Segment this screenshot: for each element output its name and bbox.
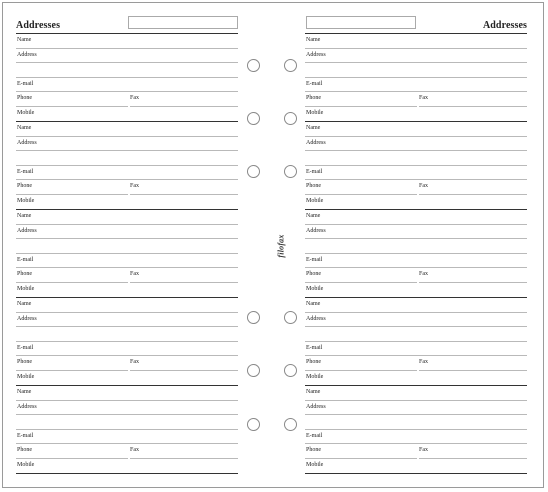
phone-label: Phone — [306, 271, 321, 278]
write-line — [16, 458, 128, 459]
write-line — [305, 136, 527, 137]
page-title: Addresses — [482, 20, 527, 31]
mobile-label: Mobile — [17, 462, 35, 468]
fax-write-line — [419, 370, 527, 371]
ring-hole — [284, 112, 297, 125]
page-title: Addresses — [16, 20, 61, 31]
mobile-label: Mobile — [306, 374, 324, 380]
left-page — [16, 0, 238, 490]
write-line — [305, 312, 527, 313]
write-line — [16, 443, 238, 444]
write-line — [305, 165, 527, 166]
ring-hole — [284, 59, 297, 72]
entry-separator-line — [305, 385, 527, 386]
fax-write-line — [419, 194, 527, 195]
fax-label: Fax — [130, 447, 139, 454]
fax-write-line — [130, 458, 238, 459]
entry-separator-line — [16, 209, 238, 210]
name-label: Name — [17, 389, 32, 395]
mobile-label: Mobile — [17, 198, 35, 204]
fax-write-line — [130, 194, 238, 195]
write-line — [16, 136, 238, 137]
fax-label: Fax — [419, 359, 428, 366]
fax-write-line — [419, 282, 527, 283]
write-line — [305, 370, 417, 371]
fax-label: Fax — [130, 271, 139, 278]
address-label: Address — [306, 315, 326, 322]
write-line — [305, 429, 527, 430]
header-rule — [16, 33, 238, 34]
write-line — [16, 400, 238, 401]
ring-hole — [284, 311, 297, 324]
phone-label: Phone — [17, 95, 32, 102]
name-label: Name — [17, 37, 32, 43]
address-label: Address — [306, 51, 326, 58]
ring-hole — [247, 418, 260, 431]
write-line — [16, 165, 238, 166]
ring-hole — [284, 165, 297, 178]
write-line — [305, 179, 527, 180]
write-line — [16, 48, 238, 49]
email-label: E-mail — [17, 80, 34, 87]
ring-hole — [247, 311, 260, 324]
mobile-label: Mobile — [17, 286, 35, 292]
write-line — [305, 150, 527, 151]
fax-label: Fax — [130, 95, 139, 102]
write-line — [16, 429, 238, 430]
index-tab-box — [128, 16, 238, 29]
email-label: E-mail — [306, 168, 323, 175]
left-page-header — [16, 16, 238, 32]
address-label: Address — [17, 227, 37, 234]
write-line — [16, 106, 128, 107]
address-label: Address — [17, 403, 37, 410]
index-tab-box — [306, 16, 416, 29]
entry-separator-line — [305, 473, 527, 474]
write-line — [305, 267, 527, 268]
write-line — [16, 282, 128, 283]
right-page-header — [305, 16, 527, 32]
email-label: E-mail — [17, 168, 34, 175]
email-label: E-mail — [17, 344, 34, 351]
write-line — [305, 194, 417, 195]
ring-hole — [284, 418, 297, 431]
write-line — [16, 341, 238, 342]
mobile-label: Mobile — [306, 110, 324, 116]
entry-separator-line — [16, 121, 238, 122]
write-line — [16, 179, 238, 180]
brand-logo-text: filofax — [276, 234, 286, 258]
mobile-label: Mobile — [306, 198, 324, 204]
entry-separator-line — [16, 297, 238, 298]
write-line — [305, 414, 527, 415]
mobile-label: Mobile — [17, 110, 35, 116]
ring-hole — [247, 59, 260, 72]
ring-hole — [247, 364, 260, 377]
name-label: Name — [17, 301, 32, 307]
address-label: Address — [17, 51, 37, 58]
entry-separator-line — [16, 385, 238, 386]
fax-write-line — [419, 458, 527, 459]
write-line — [16, 312, 238, 313]
write-line — [305, 238, 527, 239]
address-label: Address — [17, 139, 37, 146]
write-line — [16, 238, 238, 239]
write-line — [16, 62, 238, 63]
name-label: Name — [17, 125, 32, 131]
fax-label: Fax — [130, 183, 139, 190]
write-line — [305, 106, 417, 107]
name-label: Name — [306, 125, 321, 131]
phone-label: Phone — [306, 183, 321, 190]
mobile-label: Mobile — [306, 462, 324, 468]
phone-label: Phone — [17, 447, 32, 454]
phone-label: Phone — [306, 95, 321, 102]
ring-hole — [247, 112, 260, 125]
ring-hole — [247, 165, 260, 178]
fax-label: Fax — [419, 183, 428, 190]
header-rule — [305, 33, 527, 34]
write-line — [305, 62, 527, 63]
name-label: Name — [306, 37, 321, 43]
name-label: Name — [306, 389, 321, 395]
fax-label: Fax — [419, 271, 428, 278]
phone-label: Phone — [17, 359, 32, 366]
write-line — [305, 253, 527, 254]
address-label: Address — [306, 403, 326, 410]
write-line — [16, 267, 238, 268]
entry-separator-line — [305, 209, 527, 210]
name-label: Name — [306, 213, 321, 219]
email-label: E-mail — [306, 432, 323, 439]
phone-label: Phone — [306, 447, 321, 454]
address-label: Address — [306, 227, 326, 234]
write-line — [16, 224, 238, 225]
email-label: E-mail — [17, 256, 34, 263]
name-label: Name — [306, 301, 321, 307]
write-line — [16, 414, 238, 415]
write-line — [305, 355, 527, 356]
fax-label: Fax — [419, 447, 428, 454]
write-line — [16, 150, 238, 151]
write-line — [16, 91, 238, 92]
fax-write-line — [130, 370, 238, 371]
address-label: Address — [17, 315, 37, 322]
fax-write-line — [419, 106, 527, 107]
ring-hole — [284, 364, 297, 377]
write-line — [305, 224, 527, 225]
write-line — [305, 77, 527, 78]
address-label: Address — [306, 139, 326, 146]
write-line — [305, 48, 527, 49]
write-line — [16, 355, 238, 356]
write-line — [16, 77, 238, 78]
email-label: E-mail — [306, 344, 323, 351]
write-line — [305, 400, 527, 401]
mobile-label: Mobile — [17, 374, 35, 380]
fax-label: Fax — [130, 359, 139, 366]
write-line — [16, 194, 128, 195]
phone-label: Phone — [17, 271, 32, 278]
write-line — [16, 326, 238, 327]
phone-label: Phone — [17, 183, 32, 190]
mobile-label: Mobile — [306, 286, 324, 292]
write-line — [16, 370, 128, 371]
email-label: E-mail — [17, 432, 34, 439]
fax-write-line — [130, 106, 238, 107]
entry-separator-line — [305, 297, 527, 298]
fax-write-line — [130, 282, 238, 283]
entry-separator-line — [16, 473, 238, 474]
phone-label: Phone — [306, 359, 321, 366]
email-label: E-mail — [306, 80, 323, 87]
write-line — [305, 282, 417, 283]
write-line — [305, 91, 527, 92]
email-label: E-mail — [306, 256, 323, 263]
write-line — [305, 458, 417, 459]
write-line — [305, 326, 527, 327]
write-line — [305, 341, 527, 342]
write-line — [16, 253, 238, 254]
write-line — [305, 443, 527, 444]
right-page — [305, 0, 527, 490]
fax-label: Fax — [419, 95, 428, 102]
name-label: Name — [17, 213, 32, 219]
entry-separator-line — [305, 121, 527, 122]
